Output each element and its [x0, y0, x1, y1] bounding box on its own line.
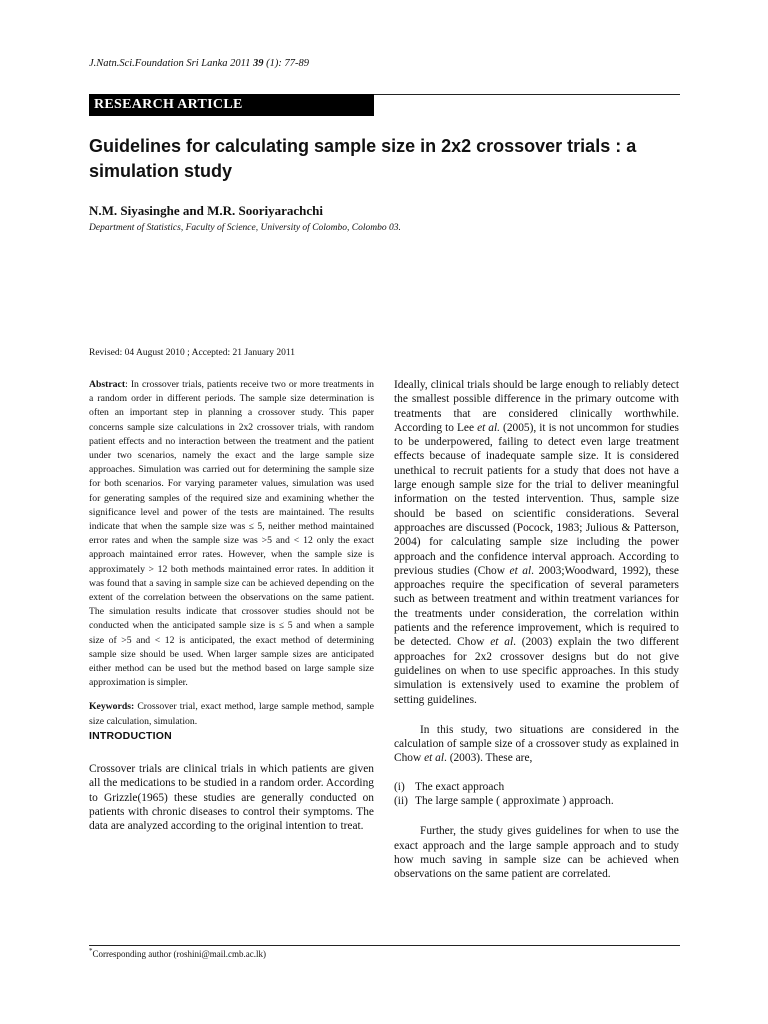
- keywords: [89, 700, 374, 728]
- abstract: [89, 378, 374, 690]
- footnote-rule: [89, 945, 680, 946]
- abstract-text: : In crossover trials, patients receive two or more treatments in a random order in different periods. The sample size determination is often an important step in planning a crossover study. This paper concerns sample size calculations in 2x2 crossover trials, with random patient effects and no interaction between the treatment and the patient under two scenarios, namely the exact and the large sample size approaches. Simulation was carried out for determining the sample size for both scenarios. For varying parameter values, simulation was used for generating samples of the required size and examining whether the significance level and power of the tests are maintained. The results indicate that when the sample size was ≤ 5, neither method maintained error rates and when the sample size was >5 and < 12 only the exact approach maintained error rates. However, when the sample size is approximately > 12 both methods maintained error rates. In addition it was found that a saving in sample size can be achieved depending on the extent of the correlation between the observations on the same patient. The simulation results indicate that crossover studies should not be conducted when the anticipated sample size is ≤ 5 and when a sample size of >5 and < 12 is anticipated, the exact method of determining sample size should be used. When larger sample sizes are anticipated either method can be used but the method based on large sample size approximation is simpler.: [89, 379, 374, 689]
- right-paragraph-2: In this study, two situations are considered in the calculation of sample size of a crossover study as explained in Chow et al. (2003). These are,: [394, 723, 679, 765]
- keywords-label: Keywords:: [89, 701, 135, 713]
- keywords-text: Crossover trial, exact method, large sample method, sample size calculation, simulation.: [89, 701, 374, 727]
- list-item: (ii) The large sample ( approximate ) approach.: [394, 795, 614, 808]
- journal-volume: 39: [253, 58, 264, 69]
- right-paragraph-3: Further, the study gives guidelines for when to use the exact approach and the large sample approach and to study how much saving in sample size can be achieved when observations on the same patient are correlated.: [394, 825, 679, 881]
- right-paragraph-1: Ideally, clinical trials should be large enough to reliably detect the smallest possible difference in the primary outcome with treatments that are considered clinically worthwhile. According to Lee et al. (2005), it is not uncommon for studies to be underpowered, failing to detect even large treatment effects because of inadequate sample size. It is considered unethical to recruit patients for a study that does not have a large enough sample size for the trial to deliver meaningful information on the tested intervention. Thus, sample size should be based on scientific considerations. Several approaches are discussed (Pocock, 1983; Julious & Patterson, 2004) for calculating sample size including the power approach and the confidence interval approach. According to previous studies (Chow et al. 2003;Woodward, 1992), these approaches require the specification of several parameters such as between treatment and within treatment variances for the treatments under consideration, the correlation within patients and the reference improvement, which is required to be detected. Chow et al. (2003) explain the two different approaches for 2x2 crossover designs but do not give guidelines on when to use specific approaches. In this study simulation is extensively used to examine the problem of setting guidelines.: [394, 379, 679, 706]
- introduction-paragraph: Crossover trials are clinical trials in which patients are given all the medications to be studied in a random order. According to Grizzle(1965) these studies are generally conducted on patients with chronic diseases to control their symptoms. The data are analyzed according to the original intention to treat.: [89, 763, 374, 833]
- revision-dates: Revised: 04 August 2010 ; Accepted: 21 January 2011: [89, 348, 295, 358]
- section-banner: RESEARCH ARTICLE: [89, 94, 374, 116]
- header-rule: [374, 94, 680, 95]
- footnote: *Corresponding author (roshini@mail.cmb.ac.lk): [89, 947, 267, 959]
- right-column: [394, 378, 679, 882]
- left-column: [89, 378, 374, 834]
- journal-citation: J.Natn.Sci.Foundation Sri Lanka 2011 39 (1): 77-89: [89, 58, 310, 69]
- list-item: (i) The exact approach: [394, 780, 505, 793]
- introduction-heading: INTRODUCTION: [89, 729, 172, 742]
- abstract-label: Abstract: [89, 379, 126, 390]
- affiliation: Department of Statistics, Faculty of Science, University of Colombo, Colombo 03.: [89, 223, 401, 233]
- approach-list: [394, 780, 679, 809]
- paper-title: Guidelines for calculating sample size in 2x2 crossover trials : a simulation study: [89, 136, 637, 181]
- authors: N.M. Siyasinghe and M.R. Sooriyarachchi: [89, 203, 324, 218]
